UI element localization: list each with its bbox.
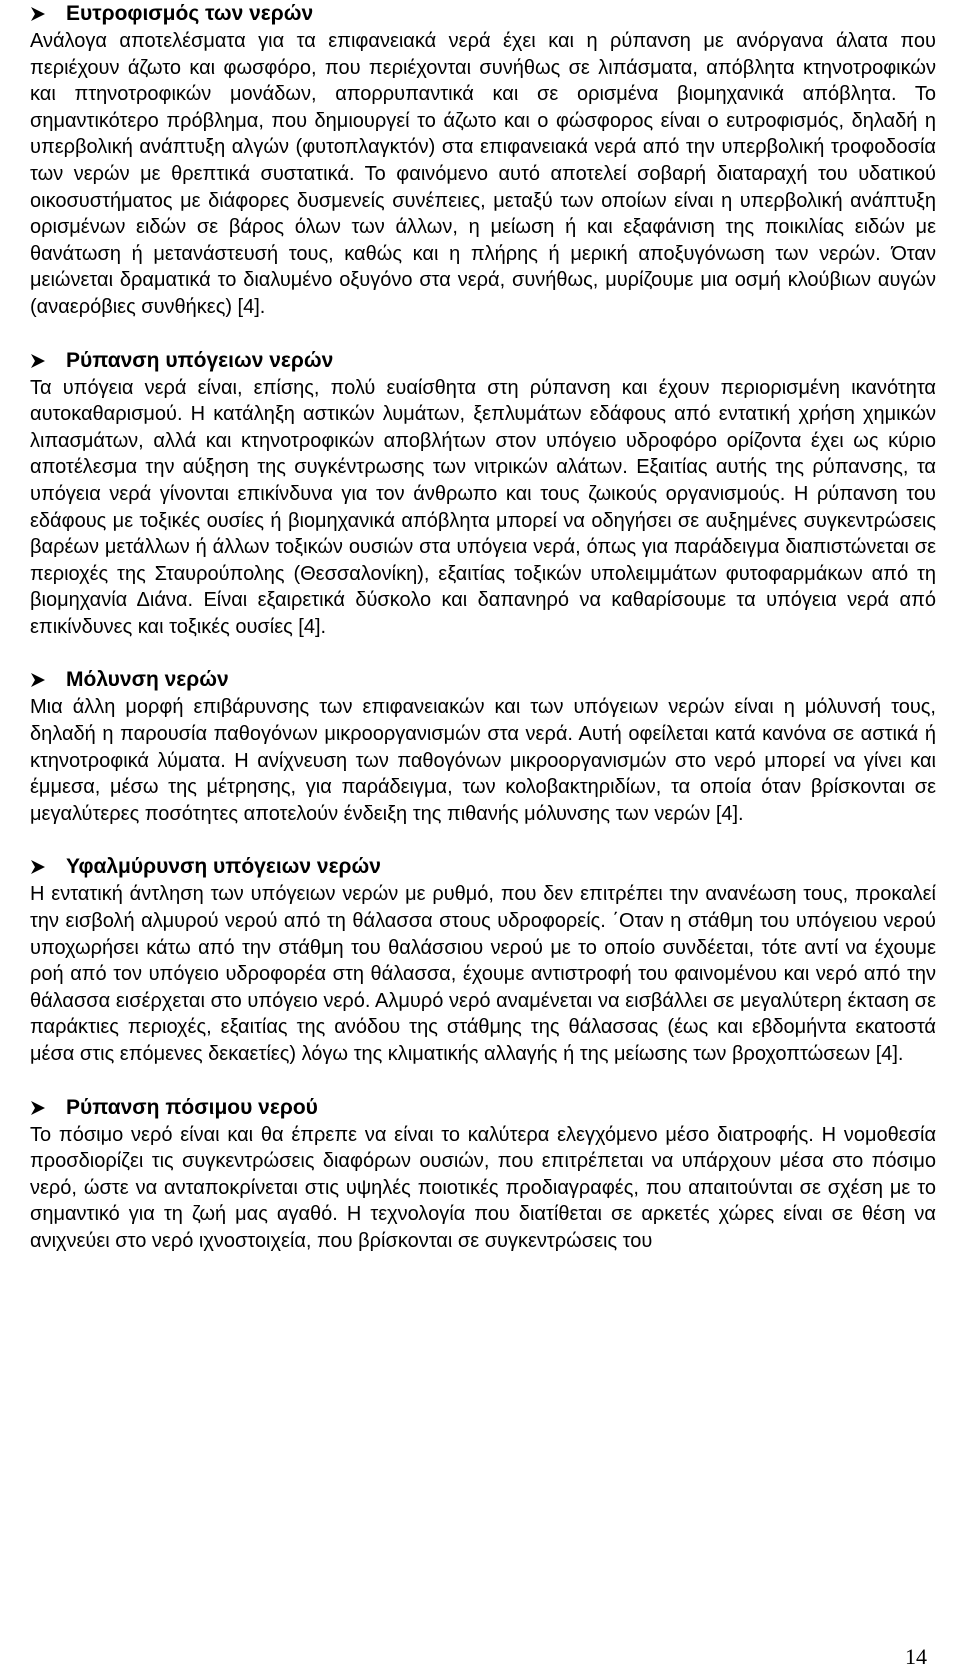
section-body: Μια άλλη μορφή επιβάρυνσης των επιφανειακών και των υπόγειων νερών είναι η μόλυνσή τους, δηλαδή η παρουσία παθογόνων μικροοργανισμών στα νερά. Αυτή οφείλεται κατά κανόνα σε αστικά ή κτηνοτροφικά λύματα. Η ανίχνευση των παθογόνων μικροοργανισμών στο νερό μπορεί να γίνει και έμμεσα, μέσω της μέτρησης, για παράδειγμα, των κολοβακτηριδίων, τα οποία όταν βρίσκονται σε μεγαλύτερες ποσότητες αποτελούν ένδειξη της πιθανής μόλυνσης των νερών [4]. xyxy=(30,696,936,825)
section-heading xyxy=(30,347,936,375)
section-eutrophication xyxy=(30,0,936,321)
arrowhead-bullet-icon xyxy=(30,1100,46,1116)
section-drinking-water-pollution xyxy=(30,1094,936,1255)
arrowhead-bullet-icon xyxy=(30,672,46,688)
section-body: Το πόσιμο νερό είναι και θα έπρεπε να είναι το καλύτερα ελεγχόμενο μέσο διατροφής. Η νομοθεσία προσδιορίζει τις συγκεντρώσεις διαφόρων ουσιών, που επιτρέπεται να υπάρχουν μέσα στο πόσιμο νερό, ώστε να ανταποκρίνεται στις υψηλές ποιοτικές προδιαγραφές, που απαιτούνται σε σχέση με το σημαντικό για τη ζωή μας αγαθό. Η τεχνολογία που διατίθεται σε αρκετές χώρες είναι σε θέση να ανιχνεύει στο νερό ιχνοστοιχεία, που βρίσκονται σε συγκεντρώσεις του xyxy=(30,1123,936,1252)
section-groundwater-pollution xyxy=(30,347,936,641)
section-body: Ανάλογα αποτελέσματα για τα επιφανειακά νερά έχει και η ρύπανση με ανόργανα άλατα που περιέχουν άζωτο και φωσφόρο, που περιέχονται συνήθως σε λιπάσματα, απόβλητα κτηνοτροφικών και πτηνοτροφικών μονάδων, απορρυπαντικά και σε ορισμένα βιομηχανικά απόβλητα. Το σημαντικότερο πρόβλημα, που δημιουργεί το άζωτο και ο φώσφορος είναι ο ευτροφισμός, δηλαδή η υπερβολική ανάπτυξη αλγών (φυτοπλαγκτόν) στα επιφανειακά νερά από την υπερβολική τροφοδοσία των νερών με θρεπτικά συστατικά. Το φαινόμενο αυτό αποτελεί σοβαρή διαταραχή του υδατικού οικοσυστήματος με διάφορες δυσμενείς συνέπειες, μεταξύ των οποίων είναι η υπερβολική ανάπτυξη ορισμένων ειδών σε βάρος όλων των άλλων, η μείωση ή και εξαφάνιση της ποικιλίας ειδών με θανάτωση ή μετανάστευσή τους, καθώς και η πλήρης ή μερική αποξυγόνωση των νερών. Όταν μειώνεται δραματικά το διαλυμένο οξυγόνο στα νερά, συνήθως, μυρίζουμε μια οσμή κλούβιων αυγών (αναερόβιες συνθήκες) [4]. xyxy=(30,30,936,318)
section-heading xyxy=(30,853,936,881)
section-heading xyxy=(30,666,936,694)
section-heading xyxy=(30,1094,936,1122)
document-page xyxy=(30,0,936,1255)
section-salinization xyxy=(30,853,936,1067)
section-body: Η εντατική άντληση των υπόγειων νερών με ρυθμό, που δεν επιτρέπει την ανανέωση τους, προκαλεί την εισβολή αλμυρού νερού από τη θάλασσα στους υδροφορείς. ΄Οταν η στάθμη του υπόγειου νερού υποχωρήσει κάτω από την στάθμη του θαλάσσιου νερού με το οποίο συνδέεται, τότε αντί να έχουμε ροή από τον υπόγειο υδροφορέα στη θάλασσα, έχουμε αντιστροφή του φαινομένου και νερό από την θάλασσα εισέρχεται στο υπόγειο νερό. Αλμυρό νερό αναμένεται να εισβάλλει σε μεγαλύτερη έκταση σε παράκτιες περιοχές, εξαιτίας της ανόδου της στάθμης της θάλασσας (έως και εβδομήντα εκατοστά μέσα στις επόμενες δεκαετίες) λόγω της κλιματικής αλλαγής ή της μείωσης των βροχοπτώσεων [4]. xyxy=(30,883,936,1065)
section-heading-text: Μόλυνση νερών xyxy=(66,668,229,692)
section-heading xyxy=(30,0,936,28)
arrowhead-bullet-icon xyxy=(30,353,46,369)
section-body: Τα υπόγεια νερά είναι, επίσης, πολύ ευαίσθητα στη ρύπανση και έχουν περιορισμένη ικανότητα αυτοκαθαρισμού. Η κατάληξη αστικών λυμάτων, ξεπλυμάτων εδάφους από εντατική χρήση χημικών λιπασμάτων, αλλά και κτηνοτροφικών αποβλήτων στον υπόγειο υδροφόρο ορίζοντα έχει ως κύριο αποτέλεσμα την αύξηση της συγκέντρωσης των νιτρικών αλάτων. Εξαιτίας αυτής της ρύπανσης, τα υπόγεια νερά γίνονται επικίνδυνα για τον άνθρωπο και τους ζωικούς οργανισμούς. Η ρύπανση του εδάφους με τοξικές ουσίες ή βιομηχανικά απόβλητα μπορεί να οδηγήσει σε αυξημένες συγκεντρώσεις βαρέων μετάλλων ή άλλων τοξικών ουσιών στα υπόγεια νερά, όπως για παράδειγμα διαπιστώνεται σε περιοχές της Σταυρούπολης (Θεσσαλονίκη), εξαιτίας τοξικών υπολειμμάτων φυτοφαρμάκων από τη βιομηχανία Διάνα. Είναι εξαιρετικά δύσκολο και δαπανηρό να καθαρίσουμε τα υπόγεια νερά από επικίνδυνες και τοξικές ουσίες [4]. xyxy=(30,376,936,638)
arrowhead-bullet-icon xyxy=(30,859,46,875)
section-heading-text: Υφαλμύρυνση υπόγειων νερών xyxy=(66,855,381,879)
page-number: 14 xyxy=(905,1644,927,1669)
section-heading-text: Ευτροφισμός των νερών xyxy=(66,2,314,25)
section-water-contamination xyxy=(30,666,936,827)
section-heading-text: Ρύπανση υπόγειων νερών xyxy=(66,348,334,372)
arrowhead-bullet-icon xyxy=(30,6,46,22)
section-heading-text: Ρύπανση πόσιμου νερού xyxy=(66,1095,318,1119)
